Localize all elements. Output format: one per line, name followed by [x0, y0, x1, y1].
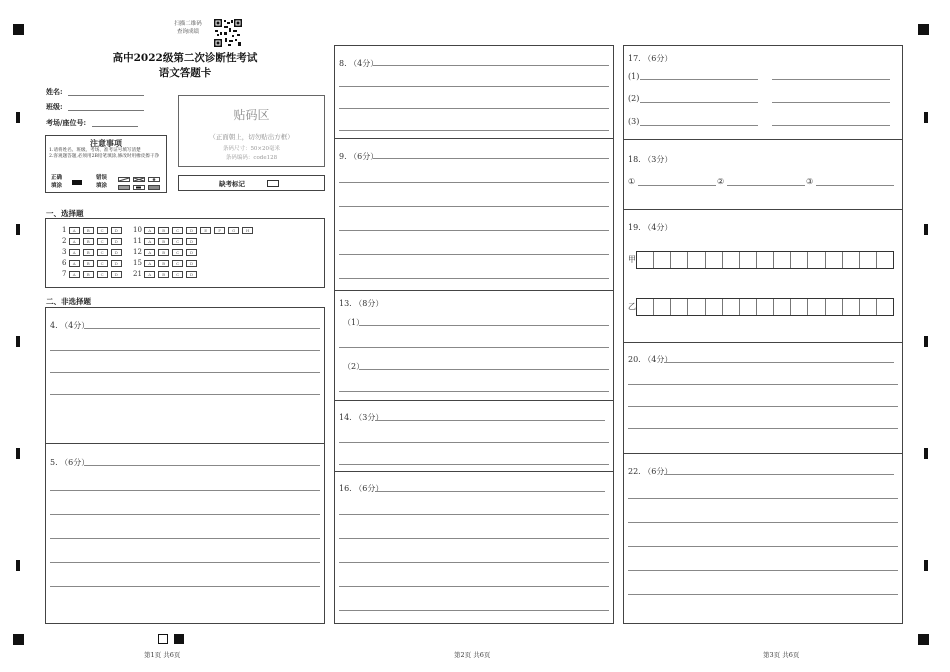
q22-section — [624, 454, 902, 625]
answer-line[interactable] — [373, 158, 609, 159]
answer-line[interactable] — [375, 491, 605, 492]
answer-line[interactable] — [628, 384, 898, 385]
timing-mark — [16, 560, 20, 571]
answer-line[interactable] — [339, 108, 609, 109]
answer-line[interactable] — [640, 102, 758, 103]
notice-item-2: 2.客观题答题,必须用2B铅笔填涂,修改时用橡皮擦干净 — [49, 154, 160, 159]
mc-row-7[interactable]: 7 A B C D — [62, 270, 125, 278]
q16-label: 16. （6分） — [339, 484, 384, 493]
q8-label: 8. （4分） — [339, 59, 379, 68]
q14-label: 14. （3分） — [339, 413, 384, 422]
qr-caption: 扫描二维码 查询成绩 — [174, 21, 202, 35]
field-name-input[interactable] — [68, 95, 144, 96]
mc-row-1[interactable]: 1 A B C D — [62, 226, 125, 234]
footer-page1: 第1页 共6页 — [144, 651, 181, 659]
q17-label: 17. （6分） — [628, 54, 673, 63]
answer-line[interactable] — [628, 546, 898, 547]
answer-panel-col1 — [45, 307, 325, 624]
timing-mark — [16, 448, 20, 459]
mc-row-11[interactable]: 11 A B C D — [133, 237, 200, 245]
barcode-line1: （正面朝上，切勿贴出方框） — [209, 133, 294, 141]
notice-item-1: 1.请将姓名、班级、考场、准考证号填写清楚 — [49, 148, 141, 153]
q20-section — [624, 343, 902, 454]
answer-line[interactable] — [816, 185, 894, 186]
q9-label: 9. （6分） — [339, 152, 379, 161]
q22-label: 22. （6分） — [628, 467, 673, 476]
answer-line[interactable] — [339, 514, 609, 515]
field-seat-input[interactable] — [92, 126, 138, 127]
absent-mark-label: 缺考标记 — [219, 180, 245, 188]
mc-row-2[interactable]: 2 A B C D — [62, 237, 125, 245]
mc-row-3[interactable]: 3 A B C D — [62, 248, 125, 256]
answer-line[interactable] — [628, 594, 898, 595]
q4-label: 4. （4分） — [50, 321, 90, 330]
mc-row-12[interactable]: 12 A B C D — [133, 248, 200, 256]
answer-line[interactable] — [359, 325, 609, 326]
answer-line[interactable] — [50, 490, 320, 491]
timing-mark — [16, 336, 20, 347]
absent-mark-box — [178, 175, 325, 191]
mc-row-6[interactable]: 6 A B C D — [62, 259, 125, 267]
q17-sub2-label: (2) — [628, 94, 640, 103]
answer-line[interactable] — [628, 406, 898, 407]
q19-b-label: 乙 — [628, 302, 636, 311]
timing-mark — [924, 224, 928, 235]
answer-line[interactable] — [50, 538, 320, 539]
corner-mark-top-right — [918, 24, 929, 35]
q5-section — [46, 444, 324, 625]
qr-code — [213, 18, 243, 48]
field-class-input[interactable] — [68, 110, 144, 111]
answer-line[interactable] — [339, 464, 609, 465]
q14-section — [335, 401, 613, 472]
q8-section — [335, 46, 613, 139]
q17-sub1-label: (1) — [628, 72, 640, 81]
answer-line[interactable] — [628, 428, 898, 429]
answer-line[interactable] — [339, 347, 609, 348]
answer-line[interactable] — [339, 391, 609, 392]
footer-page3: 第3页 共6页 — [763, 651, 800, 659]
q18-sub3-label: ③ — [806, 177, 814, 186]
answer-line[interactable] — [339, 562, 609, 563]
correct-fill-label: 正确填涂 — [51, 175, 63, 189]
answer-line[interactable] — [638, 185, 716, 186]
answer-line[interactable] — [339, 610, 609, 611]
q16-section — [335, 472, 613, 625]
answer-line[interactable] — [640, 79, 758, 80]
barcode-line2: 条码尺寸：50×20毫米 — [222, 146, 281, 152]
q18-sub2-label: ② — [717, 177, 725, 186]
absent-mark-checkbox[interactable] — [267, 180, 279, 187]
barcode-zone — [178, 95, 325, 167]
answer-line[interactable] — [359, 369, 609, 370]
q13-sub1-label: （1） — [343, 318, 365, 327]
wrong-fill-samples — [118, 176, 164, 196]
answer-line[interactable] — [339, 230, 609, 231]
q17-sub3-label: (3) — [628, 117, 640, 126]
answer-line[interactable] — [664, 474, 894, 475]
answer-line[interactable] — [339, 278, 609, 279]
answer-line[interactable] — [339, 86, 609, 87]
answer-line[interactable] — [339, 586, 609, 587]
section1-title: 一、选择题 — [46, 209, 84, 218]
barcode-line3: 条码编码：code128 — [225, 155, 278, 161]
answer-line[interactable] — [628, 522, 898, 523]
field-class-label: 班级: — [46, 102, 63, 111]
q17-section — [624, 46, 902, 140]
q13-label: 13. （8分） — [339, 299, 384, 308]
q5-label: 5. （6分） — [50, 458, 90, 467]
corner-mark-bottom-right — [918, 634, 929, 645]
answer-line[interactable] — [339, 206, 609, 207]
timing-mark — [924, 560, 928, 571]
answer-line[interactable] — [373, 65, 609, 66]
answer-line[interactable] — [339, 130, 609, 131]
answer-line[interactable] — [84, 465, 320, 466]
answer-line[interactable] — [50, 562, 320, 563]
mc-answer-box — [45, 218, 325, 288]
q19-a-label: 甲 — [628, 255, 636, 264]
answer-line[interactable] — [50, 350, 320, 351]
mc-row-21[interactable]: 21 A B C D — [133, 270, 200, 278]
answer-line[interactable] — [628, 498, 898, 499]
exam-title: 高中2022级第二次诊断性考试 语文答题卡 — [112, 52, 258, 79]
q13-section — [335, 291, 613, 401]
corner-mark-top-left — [13, 24, 24, 35]
answer-line[interactable] — [727, 185, 805, 186]
answer-line[interactable] — [339, 182, 609, 183]
field-name-label: 姓名: — [46, 87, 63, 96]
q19-a-grid[interactable] — [636, 251, 894, 269]
q19-label: 19. （4分） — [628, 223, 673, 232]
page-marker-empty — [158, 634, 168, 644]
answer-line[interactable] — [640, 125, 758, 126]
barcode-title: 贴码区 — [233, 108, 270, 122]
timing-mark — [924, 112, 928, 123]
field-seat-label: 考场/座位号: — [46, 118, 87, 127]
q18-sub1-label: ① — [628, 177, 636, 186]
answer-line[interactable] — [50, 372, 320, 373]
wrong-fill-label: 错误填涂 — [96, 175, 108, 189]
q18-label: 18. （3分） — [628, 155, 673, 164]
answer-panel-col3 — [623, 45, 903, 624]
answer-line[interactable] — [50, 394, 320, 395]
q9-section — [335, 139, 613, 291]
answer-line[interactable] — [84, 328, 320, 329]
answer-line[interactable] — [375, 420, 605, 421]
section2-title: 二、非选择题 — [46, 297, 91, 306]
answer-line[interactable] — [772, 79, 890, 80]
correct-fill-sample — [72, 180, 82, 185]
answer-line[interactable] — [50, 514, 320, 515]
answer-line[interactable] — [628, 570, 898, 571]
timing-mark — [16, 224, 20, 235]
timing-mark — [924, 448, 928, 459]
answer-line[interactable] — [772, 125, 890, 126]
q4-section — [46, 308, 324, 444]
answer-line[interactable] — [339, 442, 609, 443]
notice-title: 注意事项 — [90, 138, 122, 148]
timing-mark — [16, 112, 20, 123]
q20-label: 20. （4分） — [628, 355, 673, 364]
q19-b-grid[interactable] — [636, 298, 894, 316]
answer-line[interactable] — [339, 538, 609, 539]
q19-section — [624, 210, 902, 343]
answer-line[interactable] — [772, 102, 890, 103]
notice-box — [45, 135, 167, 193]
q13-sub2-label: （2） — [343, 362, 365, 371]
mc-row-10[interactable]: 10 A B C D E F G H — [133, 226, 256, 234]
mc-row-15[interactable]: 15 A B C D — [133, 259, 200, 267]
answer-line[interactable] — [50, 586, 320, 587]
timing-mark — [924, 336, 928, 347]
q18-section — [624, 140, 902, 210]
answer-line[interactable] — [339, 254, 609, 255]
footer-page2: 第2页 共6页 — [454, 651, 491, 659]
answer-panel-col2 — [334, 45, 614, 624]
corner-mark-bottom-left — [13, 634, 24, 645]
page-marker-filled — [174, 634, 184, 644]
answer-line[interactable] — [664, 362, 894, 363]
